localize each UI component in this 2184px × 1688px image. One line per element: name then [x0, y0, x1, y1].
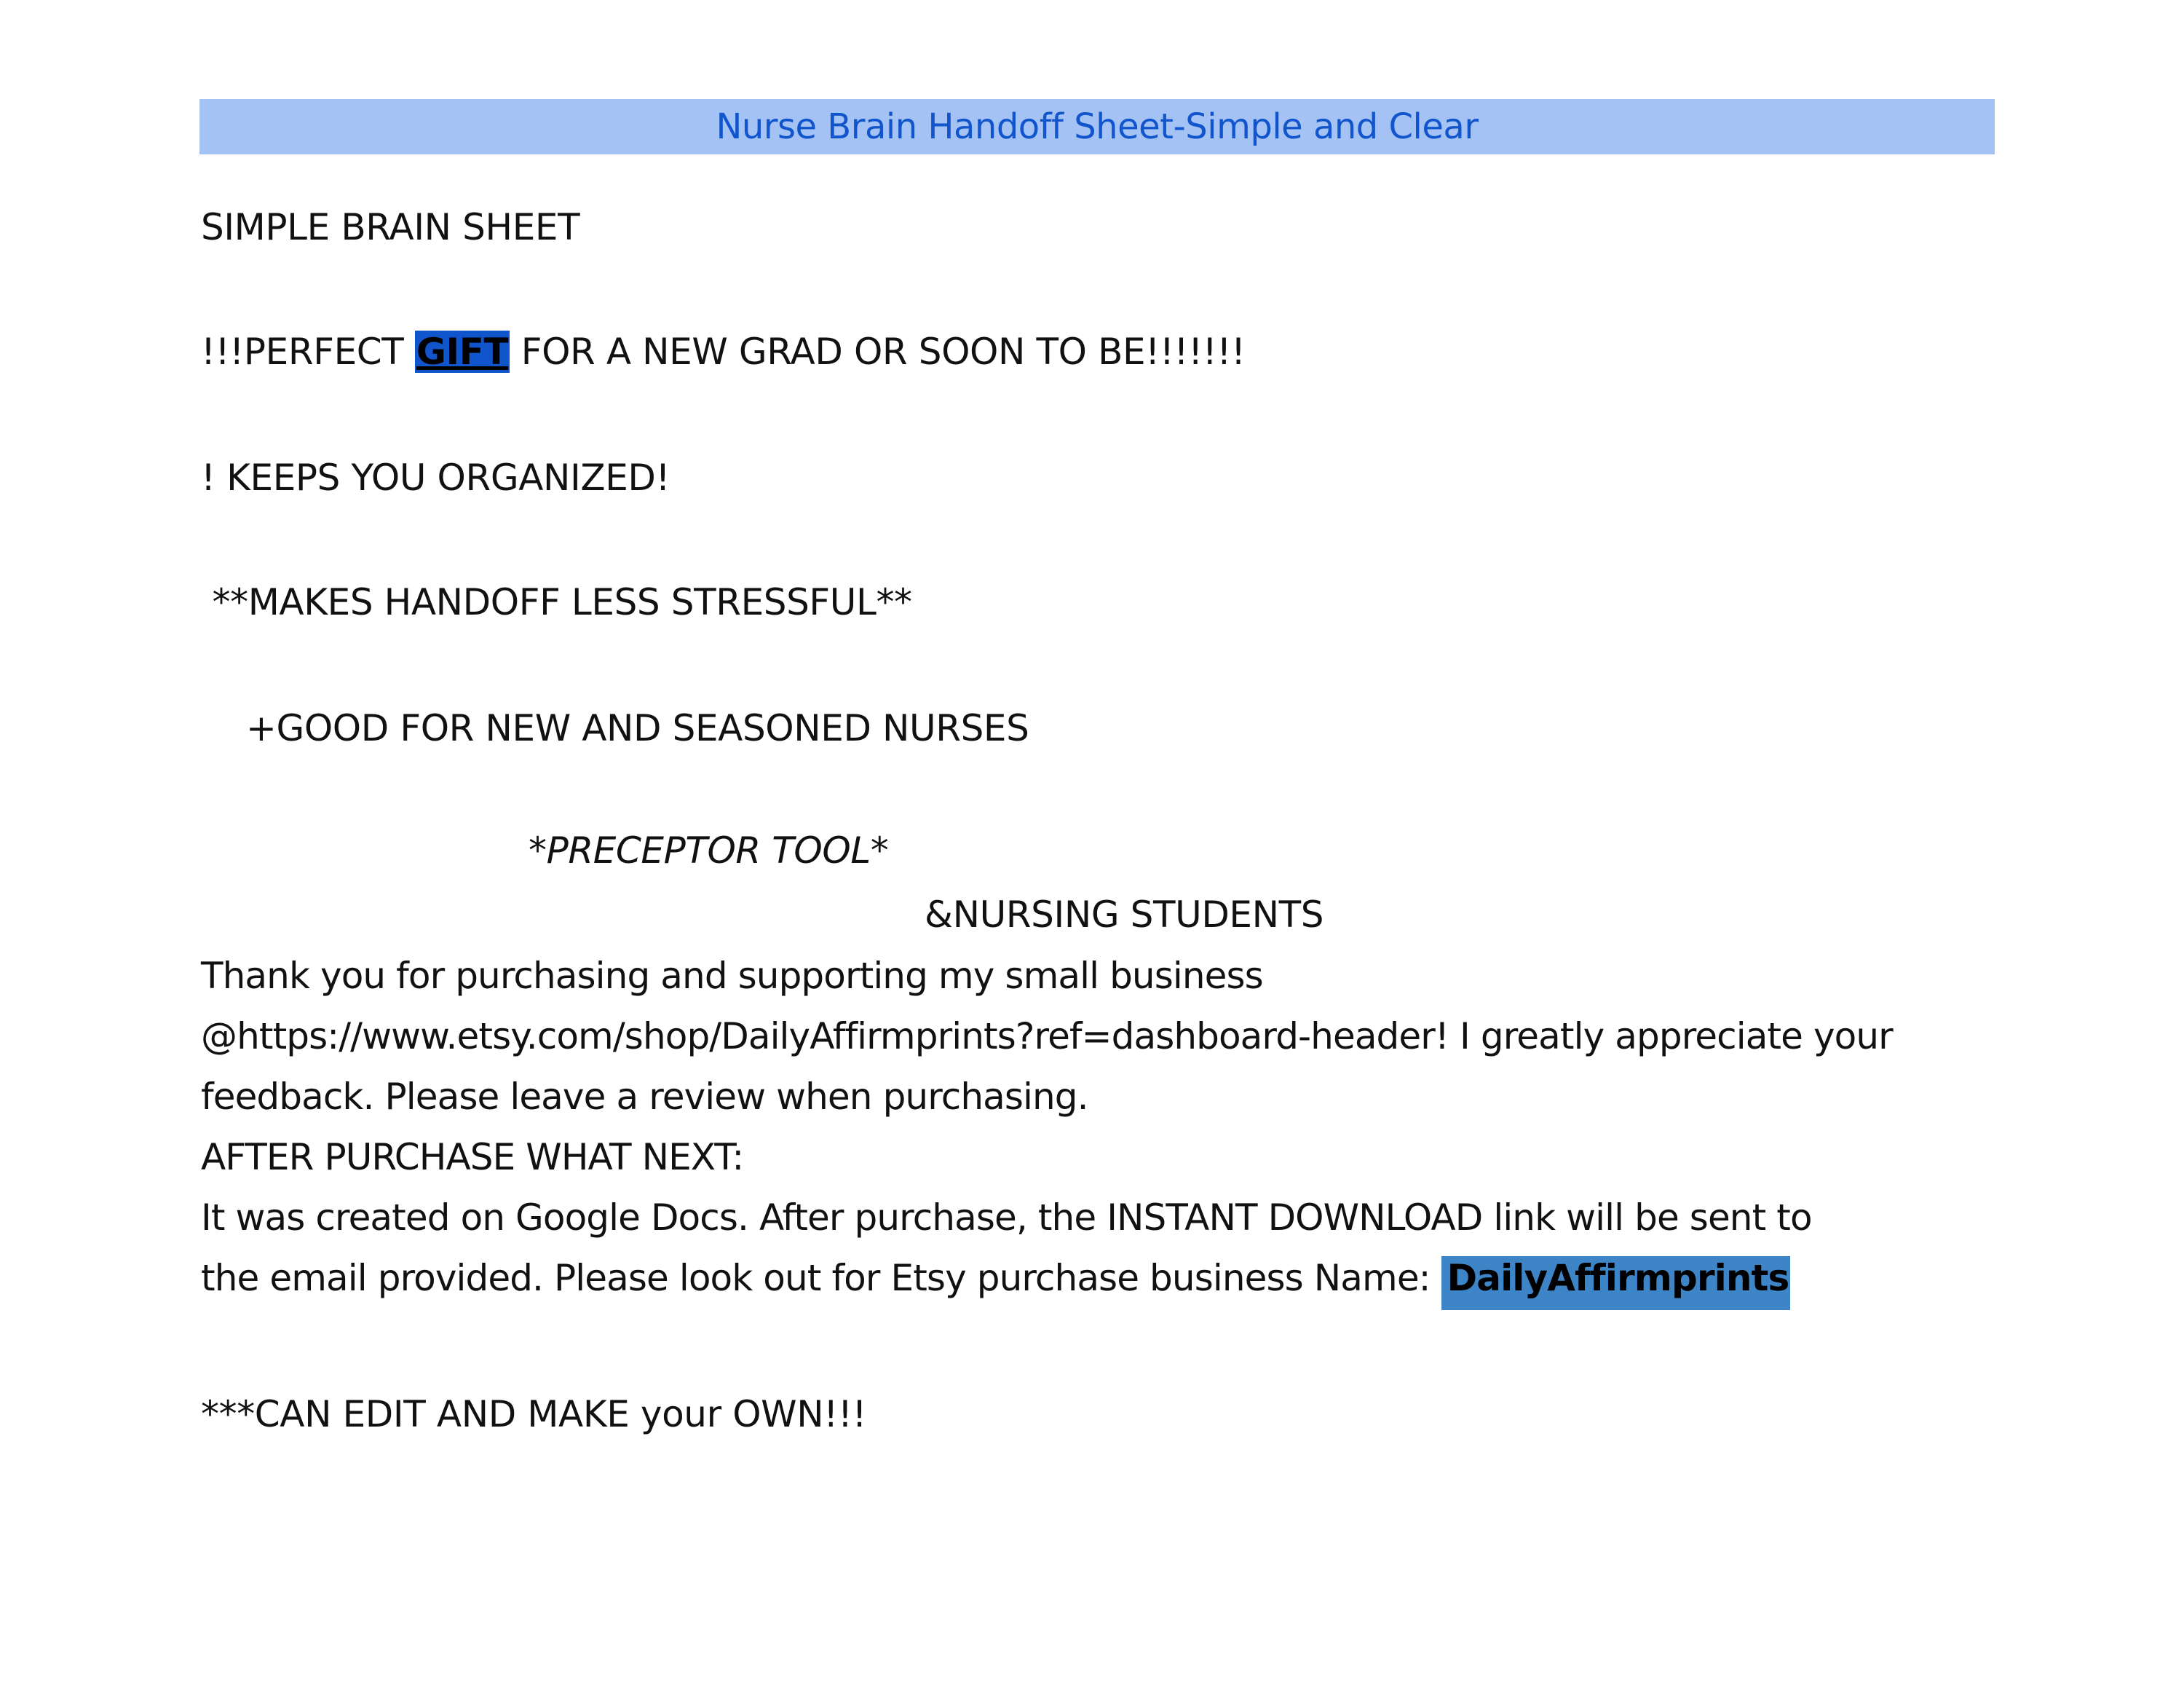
document-title: Nurse Brain Handoff Sheet-Simple and Clear	[716, 106, 1479, 147]
instructions-line-2	[201, 1256, 1790, 1310]
handoff-line: **MAKES HANDOFF LESS STRESSFUL**	[201, 581, 912, 623]
organized-line: ! KEEPS YOU ORGANIZED!	[201, 457, 670, 499]
thanks-line-2: @https://www.etsy.com/shop/DailyAffirmprints?ref=dashboard-header! I greatly appreciate your	[201, 1015, 1893, 1057]
preceptor-line: *PRECEPTOR TOOL*	[529, 829, 889, 872]
gift-line	[201, 330, 1246, 374]
students-line: &NURSING STUDENTS	[925, 894, 1324, 936]
edit-note: ***CAN EDIT AND MAKE your OWN!!!	[201, 1393, 867, 1435]
title-banner	[199, 99, 1995, 154]
after-purchase-heading: AFTER PURCHASE WHAT NEXT:	[201, 1136, 744, 1178]
gift-highlight: GIFT	[416, 331, 509, 373]
good-for-line: +GOOD FOR NEW AND SEASONED NURSES	[246, 707, 1029, 749]
heading-simple-brain-sheet: SIMPLE BRAIN SHEET	[201, 206, 580, 248]
business-name-highlight: DailyAffirmprints	[1441, 1256, 1791, 1310]
thanks-line-3: feedback. Please leave a review when purchasing.	[201, 1076, 1088, 1118]
gift-line-before: !!!PERFECT	[201, 331, 415, 373]
thanks-line-1: Thank you for purchasing and supporting my small business	[201, 955, 1263, 997]
instructions-line-1: It was created on Google Docs. After purchase, the INSTANT DOWNLOAD link will be sent to	[201, 1196, 1812, 1239]
instructions-line-2-text: the email provided. Please look out for Etsy purchase business Name:	[201, 1257, 1441, 1299]
gift-line-after: FOR A NEW GRAD OR SOON TO BE!!!!!!!	[510, 331, 1246, 373]
